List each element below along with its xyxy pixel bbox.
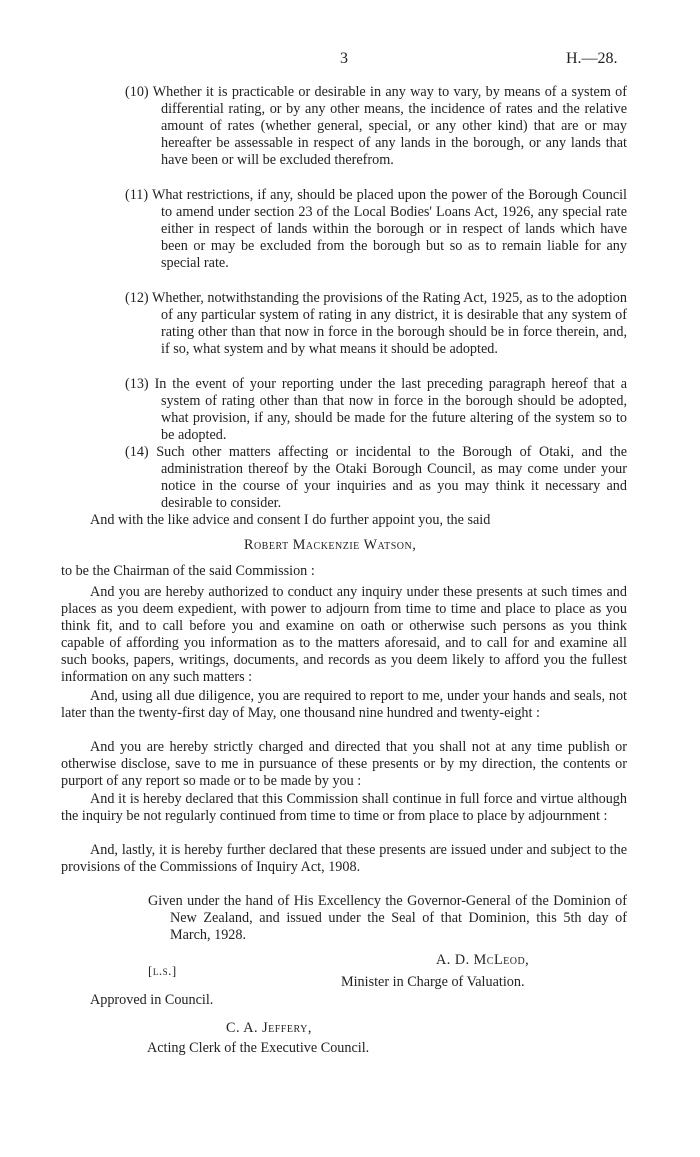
approval-line: Approved in Council. [90, 992, 214, 1008]
list-item [125, 84, 627, 169]
item-number: (12) [125, 290, 149, 306]
seal-mark: [l.s.] [148, 963, 177, 978]
paragraph: And it is hereby declared that this Commission shall continue in full force and virtue although the inquiry be not regularly continued from time to time or from place to place by adjournment : [61, 791, 627, 825]
list-item [125, 290, 627, 358]
item-text: What restrictions, if any, should be placed upon the power of the Borough Council to amend under section 23 of the Local Bodies' Loans Act, 1926, any special rate either in respect of lands within the borough or in respect of lands which have been or may be excluded from the borough but so as to remain liable for any special rate. [151, 187, 627, 272]
document-reference: H.—28. [566, 50, 618, 67]
item-text: Whether, notwithstanding the provisions of the Rating Act, 1925, as to the adoption of any particular system of rating in any district, it is desirable that any system of rating other than that now in force in the borough should be in force therein, and, if so, what system and by what means it should be adopted. [152, 290, 627, 358]
clerk-name: C. A. Jeffery, [226, 1020, 312, 1036]
clerk-title: Acting Clerk of the Executive Council. [147, 1040, 370, 1056]
signatory-title: Minister in Charge of Valuation. [341, 974, 525, 990]
paragraph: And, lastly, it is hereby further declared that these presents are issued under and subject to the provisions of the Commissions of Inquiry Act, 1908. [61, 842, 627, 876]
paragraph: And, using all due diligence, you are required to report to me, under your hands and seals, not later than the twenty-first day of May, one thousand nine hundred and twenty-eight : [61, 688, 627, 722]
paragraph: And you are hereby authorized to conduct any inquiry under these presents at such times and places as you deem expedient, with power to adjourn from time to time and place to place as you think fit, and to call before you and examine on oath or otherwise such persons as you think capable of affording you information as to the matters aforesaid, and to call for and examine all such books, papers, writings, documents, and records as you deem likely to afford you the fullest information on any such matters : [61, 584, 627, 686]
page-header [0, 50, 700, 72]
given-clause: Given under the hand of His Excellency the Governor-General of the Dominion of New Zealand, and issued under the Seal of that Dominion, this 5th day of March, 1928. [148, 893, 627, 944]
item-text: Whether it is practicable or desirable in any way to vary, by means of a system of differential rating, or by any other means, the incidence of rates and the relative amount of rates (whether general, special, or any other kind) that are or may hereafter be assessable in respect of any lands in the borough, or any lands that have been or will be excluded therefrom. [152, 84, 627, 169]
list-item [125, 376, 627, 444]
appointment-line: And with the like advice and consent I do further appoint you, the said [90, 512, 491, 528]
signatory-name: A. D. McLeod, [436, 952, 530, 968]
item-number: (14) [125, 444, 149, 460]
item-number: (13) [125, 376, 149, 392]
paragraph: And you are hereby strictly charged and directed that you shall not at any time publish or otherwise disclose, save to me in pursuance of these presents or by my direction, the contents or purport of any report so made or to be made by you : [61, 739, 627, 790]
item-number: (10) [125, 84, 149, 100]
item-number: (11) [125, 187, 149, 203]
item-text: In the event of your reporting under the last preceding paragraph hereof that a system of rating other than that now in force in the borough should be adopted, what provision, if any, should be made for the future altering of the system so to be adopted. [154, 376, 627, 444]
chairman-line: to be the Chairman of the said Commission : [61, 563, 315, 579]
item-text: Such other matters affecting or incidental to the Borough of Otaki, and the administration thereof by the Otaki Borough Council, as may come under your notice in the course of your inquiries and as you may think it necessary and desirable to consider. [156, 444, 627, 512]
list-item [125, 187, 627, 272]
page-number: 3 [340, 50, 348, 67]
chairman-name: Robert Mackenzie Watson, [244, 537, 417, 553]
list-item [125, 444, 627, 512]
